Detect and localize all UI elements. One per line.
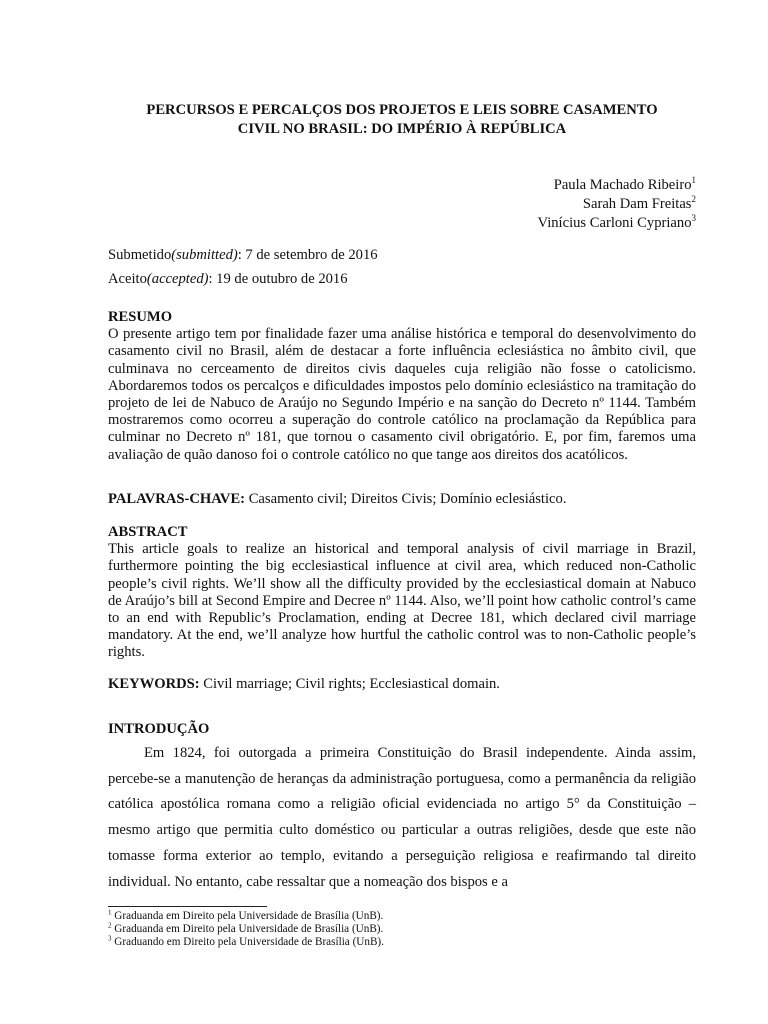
footnote [108,936,384,949]
footnote [108,923,384,936]
keywords-text: Civil marriage; Civil rights; Ecclesiastical domain. [199,676,500,692]
accepted-label: Aceito [108,271,147,287]
abstract-text: This article goals to realize an historical and temporal analysis of civil marriage in Brazil, furthermore pointing the big ecclesiastical influence at civil area, which reduced non-Catholic people’s civil rights. We’ll show all the difficulty provided by the ecclesiastical domain at Nabuco de Araújo’s bill at Second Empire and Decree nº 1144. Also, we’ll point how catholic control’s came to an end with Republic’s Proclamation, ending at Decree 181, which declared civil marriage mandatory. At the end, we’ll analyze how hurtful the catholic control was to non-Catholic people’s rights. [108,541,696,661]
keywords [108,676,696,693]
footnote-divider [108,906,267,907]
abstract-section [108,524,696,662]
footnote-mark: 1 [691,175,696,186]
palavras-chave [108,491,696,508]
author [538,195,696,214]
resumo-heading: RESUMO [108,309,173,325]
abstract-heading: ABSTRACT [108,524,188,540]
author-name: Vinícius Carloni Cypriano [537,215,692,231]
author-name: Paula Machado Ribeiro [553,177,692,193]
palavras-chave-text: Casamento civil; Direitos Civis; Domínio eclesiástico. [245,491,567,507]
footnote-text: Graduando em Direito pela Universidade de Brasília (UnB). [111,936,384,948]
submitted-label-en: (submitted) [171,247,238,263]
resumo-section [108,309,696,464]
title-line-1: PERCURSOS E PERCALÇOS DOS PROJETOS E LEIS SOBRE CASAMENTO [146,102,658,118]
submitted-label: Submetido [108,247,172,263]
accepted-line [108,267,378,291]
author-name: Sarah Dam Freitas [582,196,692,212]
footnote-mark: 1 [108,908,112,917]
palavras-chave-label: PALAVRAS-CHAVE: [108,491,246,507]
submitted-date: : 7 de setembro de 2016 [237,247,378,263]
resumo-text: O presente artigo tem por finalidade fazer uma análise histórica e temporal do desenvolvimento do casamento civil no Brasil, além de destacar a forte influência eclesiástica no âmbito civil, que culminava no cerceamento de direitos civis daqueles cuja religião não fosse o catolicismo. Abordaremos todos os percalços e dificuldades impostos pelo domínio eclesiástico na tramitação do projeto de lei de Nabuco de Araújo no Segundo Império e na sanção do Decreto nº 1144. Também mostraremos como ocorreu a superação do controle católico na proclamação da República para culminar no Decreto nº 181, que tornou o casamento civil obrigatório. E, por fim, faremos uma avaliação de quão danoso foi o controle católico no que tange aos direitos dos acatólicos. [108,326,696,463]
author [538,176,696,195]
accepted-label-en: (accepted) [146,271,209,287]
introducao-heading: INTRODUÇÃO [108,721,210,737]
footnote [108,910,384,923]
accepted-date: : 19 de outubro de 2016 [208,271,348,287]
author [538,214,696,233]
footnote-text: Graduanda em Direito pela Universidade de Brasília (UnB). [111,910,384,922]
submitted-line [108,243,378,267]
introducao-heading-wrap [108,721,696,738]
author-list [538,176,696,233]
footnote-text: Graduanda em Direito pela Universidade de Brasília (UnB). [111,923,384,935]
footnote-mark: 2 [108,921,112,930]
submission-dates [108,243,378,291]
footnote-mark: 3 [691,213,696,224]
footnotes [108,910,384,949]
keywords-label: KEYWORDS: [108,676,200,692]
paper-title [108,101,696,139]
introducao-text: Em 1824, foi outorgada a primeira Constituição do Brasil independente. Ainda assim, percebe-se a manutenção de heranças da administração portuguesa, como a permanência da religião católica apostólica romana como a religião oficial evidenciada no artigo 5° da Constituição – mesmo artigo que permitia culto doméstico ou particular a outras religiões, desde que este não tomasse forma exterior ao templo, evitando a perseguição religiosa e reafirmando tal direito individual. No entanto, cabe ressaltar que a nomeação dos bispos e a [108,745,696,890]
title-line-2: CIVIL NO BRASIL: DO IMPÉRIO À REPÚBLICA [237,121,567,137]
footnote-mark: 3 [108,934,112,943]
footnote-mark: 2 [691,194,696,205]
